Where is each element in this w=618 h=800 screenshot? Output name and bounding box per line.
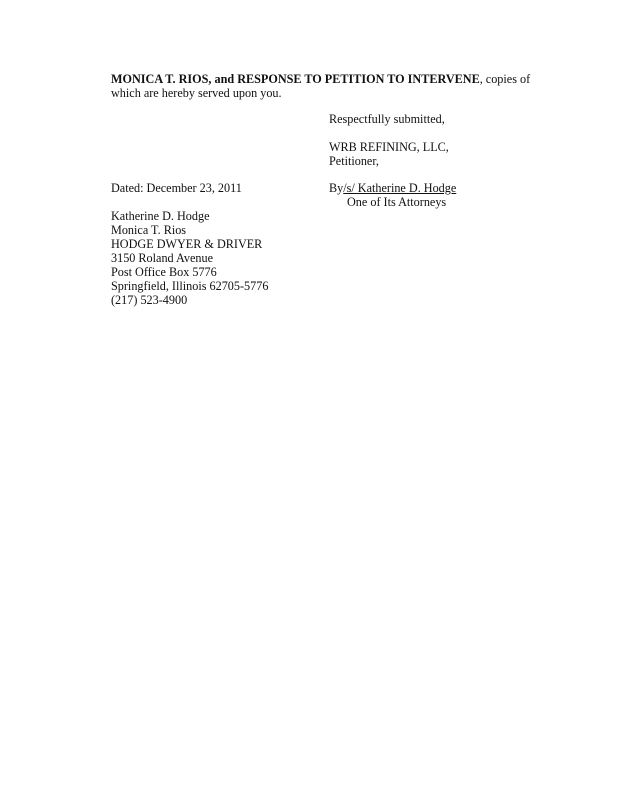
intro-paragraph: [111, 72, 551, 100]
contact-line: Katherine D. Hodge: [111, 209, 210, 223]
contact-line: (217) 523-4900: [111, 293, 188, 307]
dated-line: Dated: December 23, 2011: [111, 181, 242, 195]
intro-line-2: which are hereby served upon you.: [111, 86, 282, 100]
contact-line: Monica T. Rios: [111, 223, 187, 237]
signature-by: By: [329, 181, 344, 195]
signature-title: One of Its Attorneys: [347, 195, 447, 209]
intro-bold-text: MONICA T. RIOS, and RESPONSE TO PETITION TO INTERVENE: [111, 72, 480, 86]
signature-name: /s/ Katherine D. Hodge: [343, 181, 457, 195]
contact-line: Post Office Box 5776: [111, 265, 217, 279]
signature-line: [329, 181, 456, 195]
intro-line-1: [111, 72, 551, 86]
intro-rest-text: , copies of: [479, 72, 531, 86]
respectfully-submitted: Respectfully submitted,: [329, 112, 445, 126]
contact-line: HODGE DWYER & DRIVER: [111, 237, 263, 251]
contact-line: Springfield, Illinois 62705-5776: [111, 279, 269, 293]
contact-line: 3150 Roland Avenue: [111, 251, 213, 265]
company-name: WRB REFINING, LLC,: [329, 140, 449, 154]
petitioner-label: Petitioner,: [329, 154, 379, 168]
contact-block: [111, 209, 268, 307]
